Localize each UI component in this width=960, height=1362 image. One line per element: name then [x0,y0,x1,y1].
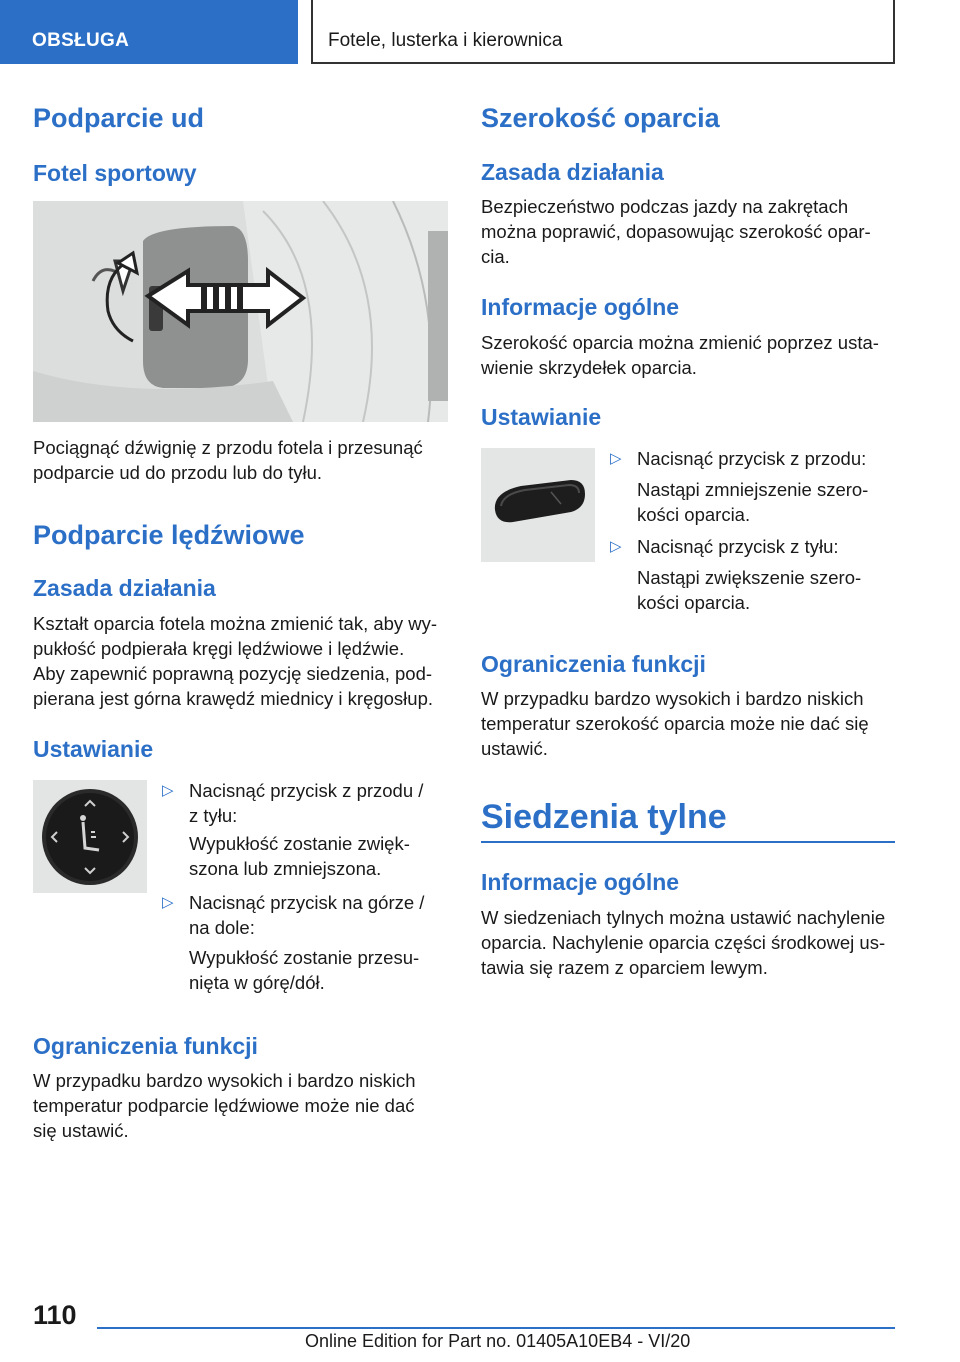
heading-lumbar-support: Podparcie lędźwiowe [33,520,305,550]
section-label: OBSŁUGA [32,30,130,51]
chapter-label: Fotele, lusterka i kierownica [328,30,563,51]
bullet-arrow-icon: ▷ [162,894,174,911]
width-result-back: Nastąpi zwiększenie szero- kości oparcia. [637,567,862,613]
chapter-tab [311,0,895,64]
subheading-limitations-right: Ograniczenia funkcji [481,651,706,677]
edition-note: Online Edition for Part no. 01405A10EB4 - VI/20 [305,1331,691,1351]
subheading-adjusting-right: Ustawianie [481,404,602,430]
width-limitations-text: W przypadku bardzo wysokich i bardzo niskich temperatur szerokość oparcia może nie dać się ustawić. [481,688,869,759]
section-tab [0,0,298,64]
section-divider [481,841,895,843]
rear-seats-text: W siedzeniach tylnych można ustawić nachylenie oparcia. Nachylenie oparcia części środkowej us- tawia się razem z oparciem lewym. [481,907,886,978]
heading-rear-seats: Siedzenia tylne [481,798,727,836]
subheading-general-info: Informacje ogólne [481,294,680,320]
thigh-support-illustration [33,201,448,422]
page-number: 110 [33,1300,77,1330]
subheading-adjusting: Ustawianie [33,736,154,762]
lumbar-control-illustration [33,780,147,893]
lumbar-principle-text: Kształt oparcia fotela można zmienić tak, aby wy- pukłość podpierała kręgi lędźwiowe i lędźwie. Aby zapewnić poprawną pozycję siedzenia, pod- pierana jest górna krawędź miednicy i kręgosłup. [33,613,438,709]
bullet-arrow-icon: ▷ [610,538,622,555]
width-principle-text: Bezpieczeństwo podczas jazdy na zakrętach można poprawić, dopasowując szerokość opar- cia. [481,196,871,267]
subheading-principle-right: Zasada działania [481,159,664,185]
width-button-illustration [481,448,595,562]
thigh-support-text: Pociągnąć dźwignię z przodu fotela i przesunąć podparcie ud do przodu lub do tyłu. [33,437,423,483]
lumbar-bullet-front-back: ▷ Nacisnąć przycisk z przodu / z tyłu: [162,780,424,826]
bullet-arrow-icon: ▷ [610,450,622,467]
width-general-text: Szerokość oparcia można zmienić poprzez usta- wienie skrzydełek oparcia. [481,332,879,378]
subheading-general-info-rear: Informacje ogólne [481,869,680,895]
bullet-arrow-icon: ▷ [162,782,174,799]
lumbar-result-up-down: Wypukłość zostanie przesu- nięta w górę/dół. [189,947,420,993]
width-bullet-front: ▷ Nacisnąć przycisk z przodu: [610,448,867,469]
lumbar-result-front-back: Wypukłość zostanie zwięk- szona lub zmniejszona. [189,833,410,879]
subheading-sport-seat: Fotel sportowy [33,160,197,186]
heading-thigh-support: Podparcie ud [33,103,205,133]
subheading-principle: Zasada działania [33,575,216,601]
heading-backrest-width: Szerokość oparcia [481,103,720,133]
subheading-limitations: Ograniczenia funkcji [33,1033,258,1059]
lumbar-bullet-up-down: ▷ Nacisnąć przycisk na górze / na dole: [162,892,425,938]
width-result-front: Nastąpi zmniejszenie szero- kości oparcia. [637,479,869,525]
lumbar-limitations-text: W przypadku bardzo wysokich i bardzo niskich temperatur podparcie lędźwiowe może nie dać się ustawić. [33,1070,416,1141]
footer-divider [97,1327,895,1329]
width-bullet-back: ▷ Nacisnąć przycisk z tyłu: [610,536,839,557]
